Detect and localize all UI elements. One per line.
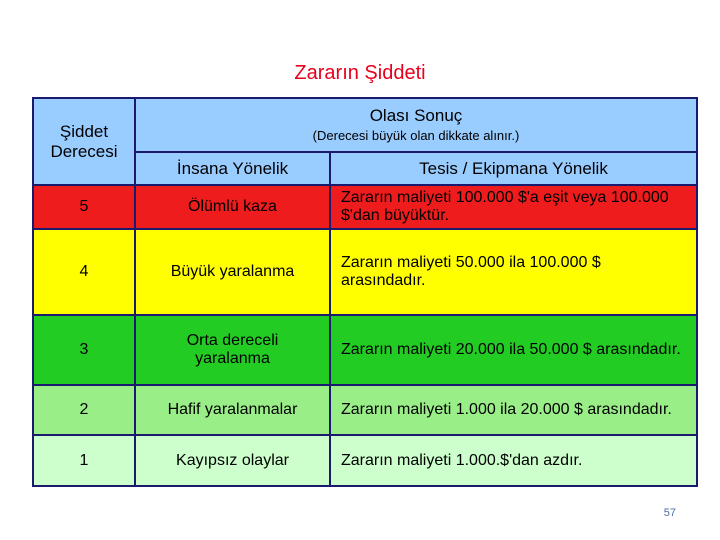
severity-level: 3 [79, 341, 89, 359]
human-outcome: Orta dereceli yaralanma [186, 332, 279, 367]
severity-level: 4 [79, 263, 89, 281]
row-4-human-cell [136, 230, 329, 314]
severity-header-label: Şiddet Derecesi [50, 122, 118, 161]
severity-header-cell [34, 99, 134, 184]
outcome-header-subtitle: (Derecesi büyük olan dikkate alınır.) [312, 128, 520, 144]
human-outcome: Kayıpsız olaylar [176, 451, 289, 469]
row-1-level-cell [34, 436, 134, 485]
row-3-facility-cell [331, 316, 696, 384]
row-2-human-cell [136, 386, 329, 434]
outcome-header-cell [136, 99, 696, 151]
facility-outcome: Zararın maliyeti 1.000.$'dan azdır. [341, 451, 583, 469]
facility-outcome: Zararın maliyeti 1.000 ila 20.000 $ arasındadır. [341, 401, 672, 419]
severity-level: 2 [79, 401, 89, 419]
human-outcome: Hafif yaralanmalar [167, 401, 298, 419]
page-number: 57 [663, 507, 676, 519]
facility-header-cell [331, 153, 696, 184]
severity-level: 1 [79, 451, 89, 469]
row-5-human-cell [136, 186, 329, 228]
facility-outcome: Zararın maliyeti 50.000 ila 100.000 $ arasındadır. [341, 254, 601, 289]
row-5-facility-cell [331, 186, 696, 228]
outcome-header-title: Olası Sonuç [369, 106, 463, 126]
facility-outcome: Zararın maliyeti 20.000 ila 50.000 $ arasındadır. [341, 341, 681, 359]
row-5-level-cell [34, 186, 134, 228]
severity-level: 5 [79, 198, 89, 216]
slide-title: Zararın Şiddeti [294, 62, 426, 84]
facility-header-label: Tesis / Ekipmana Yönelik [419, 158, 608, 178]
row-4-facility-cell [331, 230, 696, 314]
row-3-level-cell [34, 316, 134, 384]
severity-table [32, 97, 698, 487]
human-header-label: İnsana Yönelik [176, 158, 289, 178]
facility-outcome: Zararın maliyeti 100.000 $'a eşit veya 100.000 $'dan büyüktür. [341, 189, 669, 224]
row-1-human-cell [136, 436, 329, 485]
row-3-human-cell [136, 316, 329, 384]
human-outcome: Ölümlü kaza [188, 198, 277, 216]
row-2-facility-cell [331, 386, 696, 434]
row-1-facility-cell [331, 436, 696, 485]
human-header-cell [136, 153, 329, 184]
row-4-level-cell [34, 230, 134, 314]
human-outcome: Büyük yaralanma [170, 263, 295, 281]
row-2-level-cell [34, 386, 134, 434]
